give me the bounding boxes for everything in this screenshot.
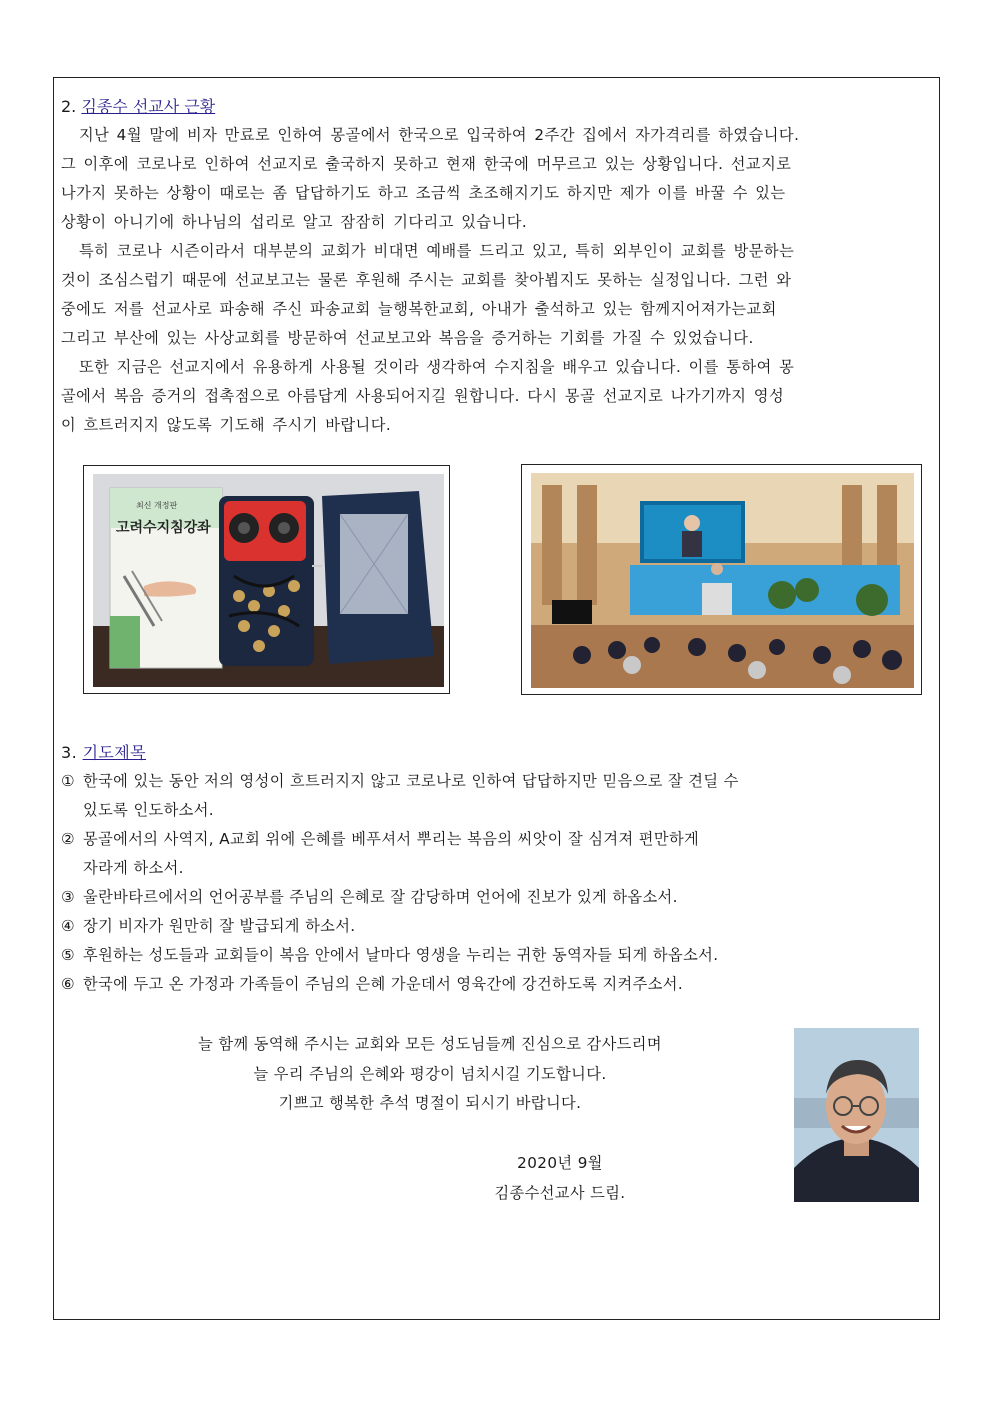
prayer-item-line: 자라게 하소서. <box>83 859 184 877</box>
prayer-item-number: ④ <box>61 917 76 935</box>
paragraph-2 <box>61 237 931 353</box>
prayer-item-line: 한국에 있는 동안 저의 영성이 흐트러지지 않고 코로나로 인하여 답답하지만 믿음으로 잘 견딜 수 <box>83 772 739 790</box>
book-edition-text: 최신 개정판 <box>136 501 178 510</box>
prayer-item <box>61 767 931 825</box>
signature: 김종수선교사 드림. <box>494 1184 626 1202</box>
prayer-item-line: 몽골에서의 사역지, A교회 위에 은혜를 베푸셔서 뿌리는 복음의 씨앗이 잘 심겨져 편만하게 <box>83 830 700 848</box>
paragraph-line: 또한 지금은 선교지에서 유용하게 사용될 것이라 생각하여 수지침을 배우고 있습니다. 이를 통하여 몽 <box>79 358 795 376</box>
photo-acupuncture-kit <box>83 465 450 694</box>
prayer-item-number: ③ <box>61 888 76 906</box>
letter-date: 2020년 9월 <box>517 1154 603 1172</box>
prayer-item <box>61 970 931 999</box>
closing-line: 늘 우리 주님의 은혜와 평강이 넘치시길 기도합니다. <box>253 1064 607 1083</box>
portrait-illustration <box>794 1028 919 1202</box>
paragraph-3 <box>61 353 931 440</box>
section-3-heading <box>61 738 931 767</box>
closing-line: 기쁘고 행복한 추석 명절이 되시기 바랍니다. <box>278 1094 582 1112</box>
prayer-item <box>61 941 931 970</box>
closing-message <box>140 1030 720 1119</box>
section-3-title: 기도제목 <box>82 743 147 762</box>
section-3-number: 3. <box>61 743 78 762</box>
missionary-portrait <box>794 1028 919 1202</box>
kit-illustration <box>84 466 451 695</box>
prayer-item <box>61 883 931 912</box>
prayer-item-line: 한국에 두고 온 가정과 가족들이 주님의 은혜 가운데서 영육간에 강건하도록 지켜주소서. <box>83 975 684 993</box>
prayer-item <box>61 825 931 883</box>
paragraph-line: 특히 코로나 시즌이라서 대부분의 교회가 비대면 예배를 드리고 있고, 특히 외부인이 교회를 방문하는 <box>79 242 795 260</box>
photo-church-service <box>521 464 922 695</box>
signature-block <box>440 1148 680 1208</box>
paragraph-line: 지난 4월 말에 비자 만료로 인하여 몽골에서 한국으로 입국하여 2주간 집에서 자가격리를 하였습니다. <box>79 126 800 144</box>
paragraph-line: 나가지 못하는 상황이 때로는 좀 답답하기도 하고 조금씩 초조해지기도 하지만 제가 이를 바꿀 수 있는 <box>61 184 786 202</box>
paragraph-line: 중에도 저를 선교사로 파송해 주신 파송교회 늘행복한교회, 아내가 출석하고 있는 함께지어져가는교회 <box>61 300 777 318</box>
prayer-item-number: ⑤ <box>61 946 76 964</box>
section-2 <box>61 92 931 440</box>
book-title-text: 고려수지침강좌 <box>116 520 211 536</box>
prayer-item-line: 후원하는 성도들과 교회들이 복음 안에서 날마다 영생을 누리는 귀한 동역자들 되게 하옵소서. <box>83 946 719 964</box>
paragraph-line: 골에서 복음 증거의 접촉점으로 아름답게 사용되어지길 원합니다. 다시 몽골 선교지로 나가기까지 영성 <box>61 387 785 405</box>
paragraph-line: 이 흐트러지지 않도록 기도해 주시기 바랍니다. <box>61 416 392 434</box>
prayer-item-line: 울란바타르에서의 언어공부를 주님의 은혜로 잘 감당하며 언어에 진보가 있게 하옵소서. <box>83 888 678 906</box>
section-2-title: 김종수 선교사 근황 <box>81 97 216 116</box>
section-2-number: 2. <box>61 97 77 116</box>
prayer-item-number: ⑥ <box>61 975 76 993</box>
paragraph-line: 그 이후에 코로나로 인하여 선교지로 출국하지 못하고 현재 한국에 머무르고 있는 상황입니다. 선교지로 <box>61 155 792 173</box>
paragraph-line: 상황이 아니기에 하나님의 섭리로 알고 잠잠히 기다리고 있습니다. <box>61 213 528 231</box>
section-3 <box>61 738 931 999</box>
prayer-item <box>61 912 931 941</box>
section-2-heading <box>61 92 931 121</box>
paragraph-1 <box>61 121 931 237</box>
prayer-item-line: 있도록 인도하소서. <box>83 801 215 819</box>
prayer-item-line: 장기 비자가 원만히 잘 발급되게 하소서. <box>83 917 356 935</box>
prayer-item-number: ② <box>61 830 76 848</box>
closing-line: 늘 함께 동역해 주시는 교회와 모든 성도님들께 진심으로 감사드리며 <box>198 1035 662 1053</box>
church-illustration <box>522 465 923 696</box>
paragraph-line: 것이 조심스럽기 때문에 선교보고는 물론 후원해 주시는 교회를 찾아뵙지도 못하는 실정입니다. 그런 와 <box>61 271 792 289</box>
prayer-item-number: ① <box>61 772 76 790</box>
paragraph-line: 그리고 부산에 있는 사상교회를 방문하여 선교보고와 복음을 증거하는 기회를 가질 수 있었습니다. <box>61 329 754 347</box>
